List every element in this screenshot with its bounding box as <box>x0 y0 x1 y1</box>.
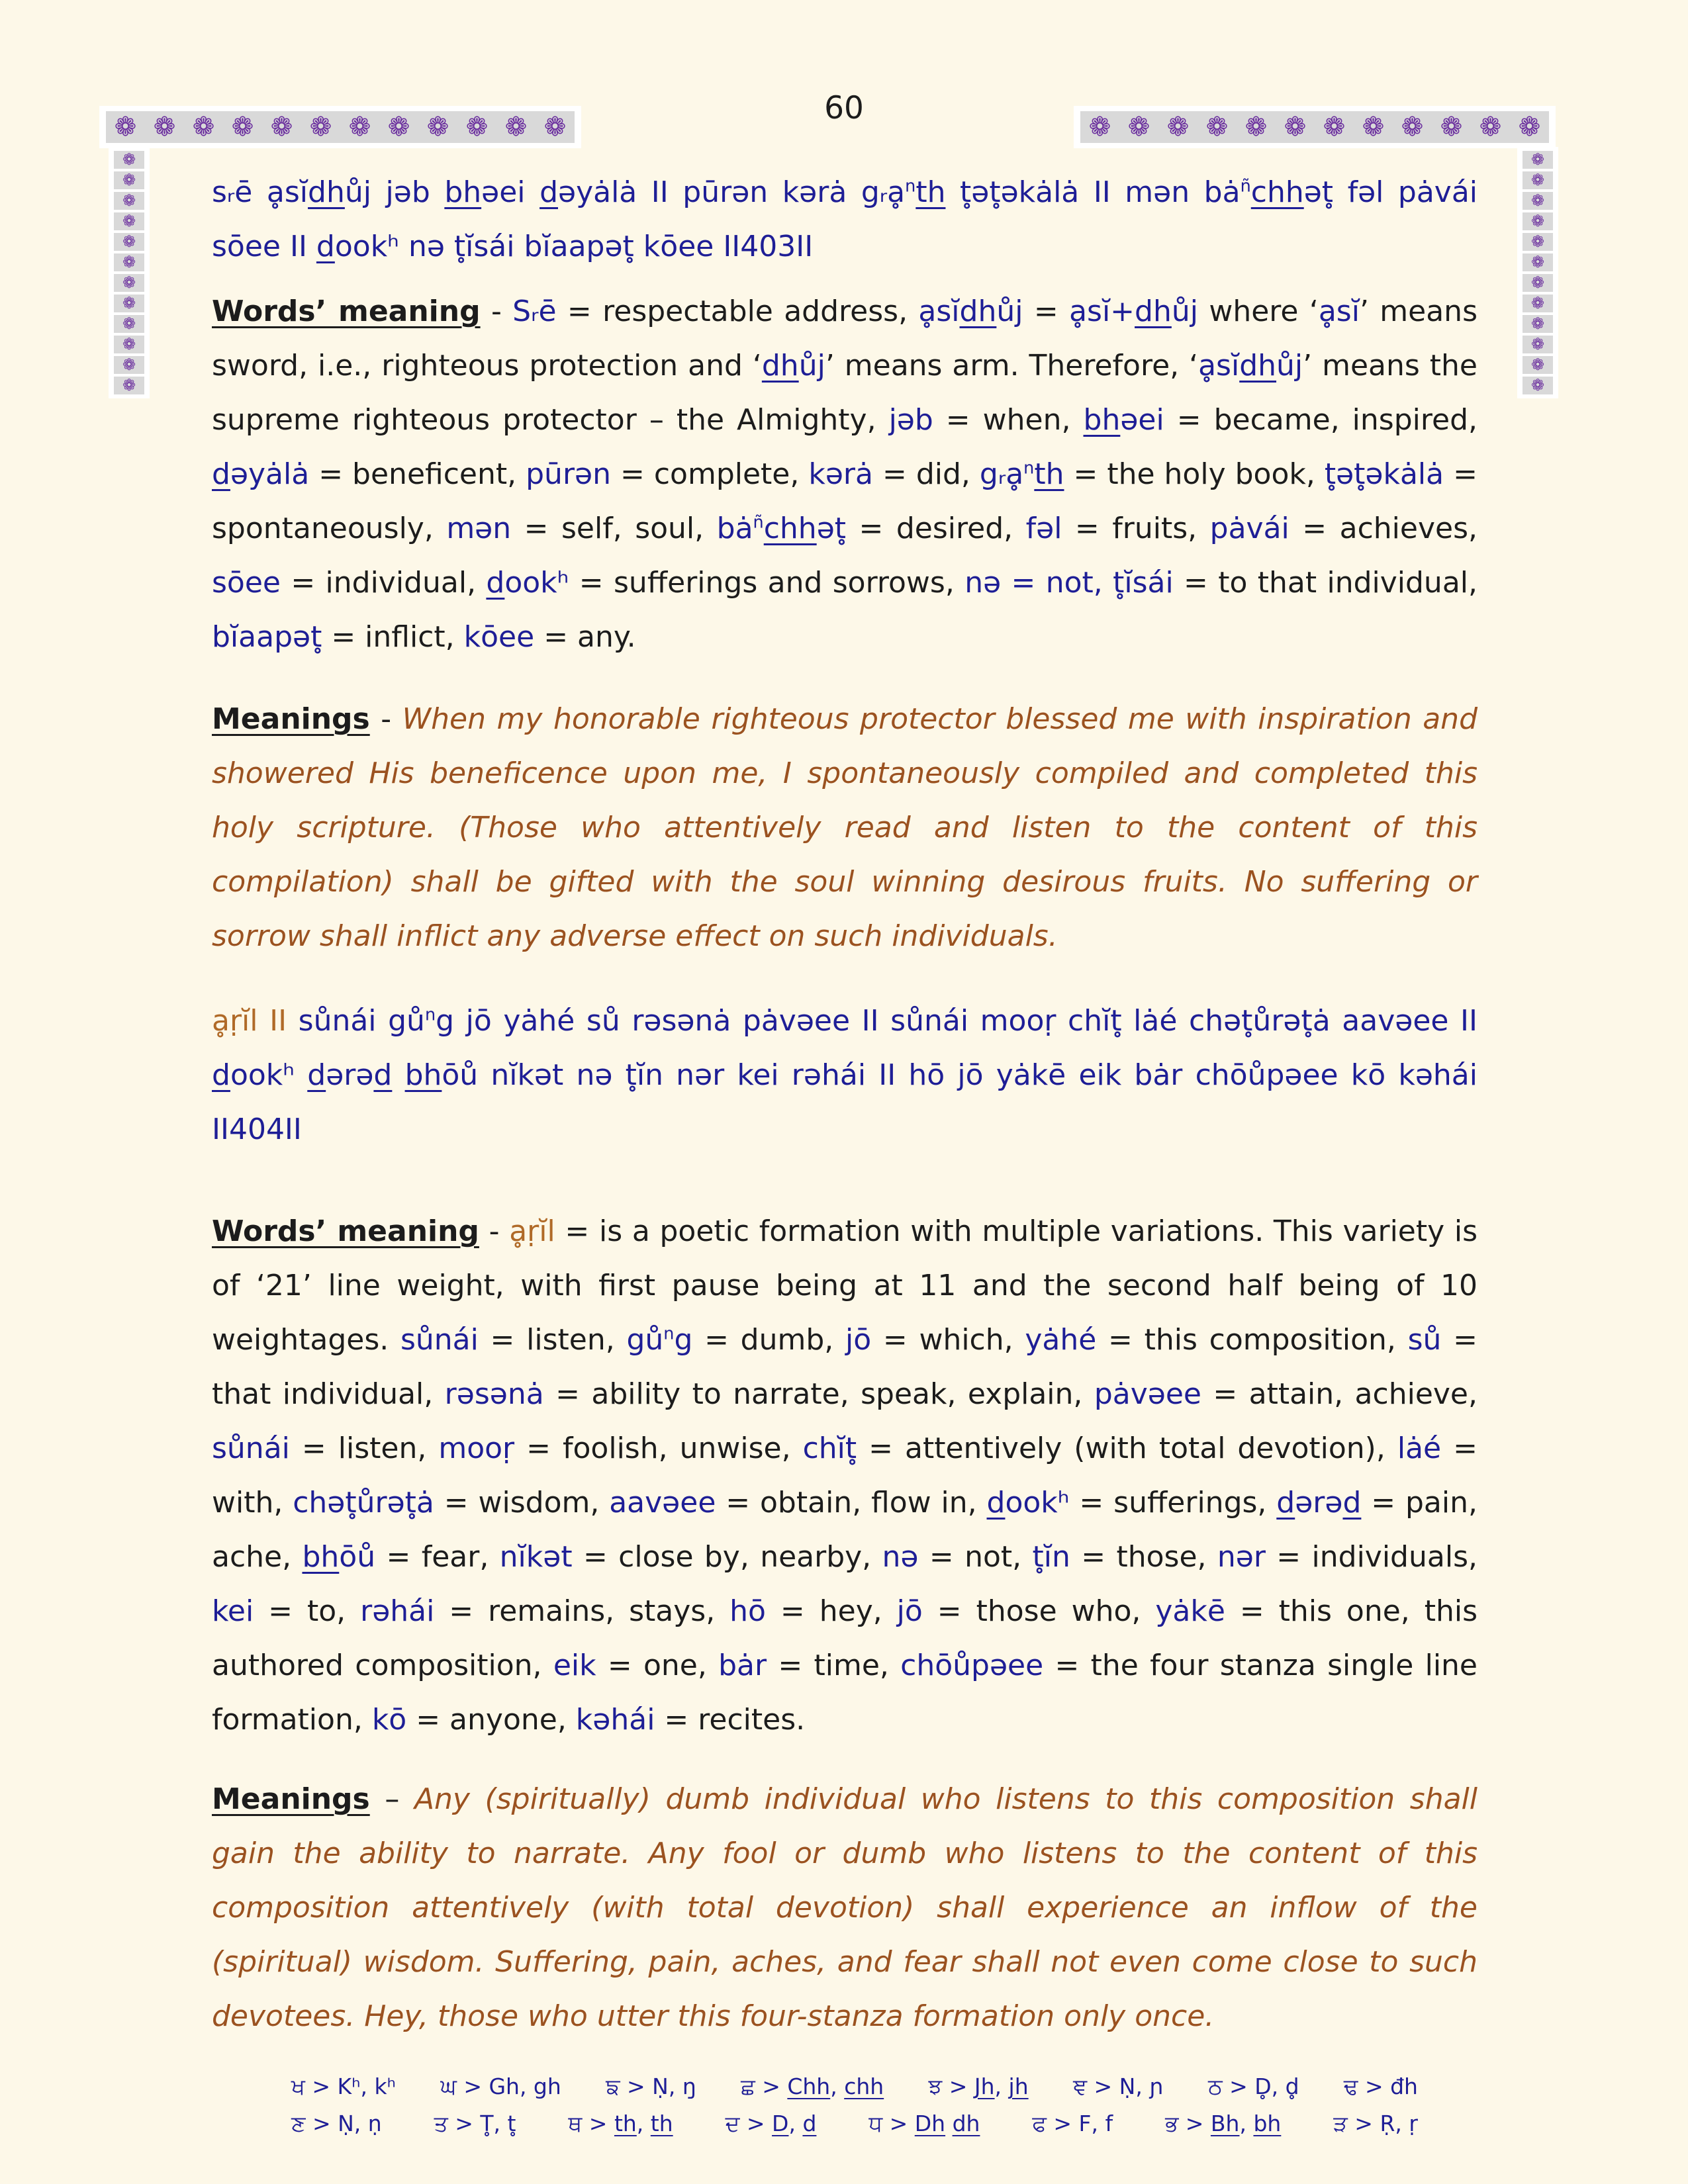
flower-icon: ❁ <box>114 274 144 292</box>
text-segment: kōee <box>463 620 535 654</box>
text-segment: = beneficent, <box>309 457 526 491</box>
text-segment: , <box>636 2111 651 2136</box>
text-segment: = hey, <box>765 1594 897 1628</box>
text-segment: = one, <box>596 1649 719 1682</box>
flower-icon: ❁ <box>114 212 144 230</box>
text-segment: eik <box>553 1649 596 1682</box>
text-segment: əyȧlȧ II pūrən kərȧ gᵣḁ <box>558 175 906 209</box>
text-segment: kō <box>371 1703 407 1737</box>
words-meaning-404 <box>212 1205 1477 1747</box>
text-segment: = recites. <box>655 1703 806 1737</box>
text-segment: ərə <box>326 1058 374 1092</box>
flower-icon: ❁ <box>114 233 144 251</box>
text-segment: ḁṛĭl II <box>212 1004 299 1038</box>
text-segment: əyȧlȧ <box>230 457 310 491</box>
text-segment: d <box>212 457 230 491</box>
text-segment: = any. <box>534 620 636 654</box>
text-segment: = attain, achieve, <box>1201 1377 1477 1411</box>
text-segment <box>392 1058 404 1092</box>
text-segment: = desired, <box>846 512 1026 545</box>
text-segment: ḁsĭ+ <box>1069 295 1135 328</box>
text-segment: Bh <box>1210 2111 1240 2136</box>
text-segment: bȧr <box>718 1649 767 1682</box>
text-segment: ůj <box>798 349 825 383</box>
text-segment: = is a poetic formation with multiple variations. This variety is of ‘21’ line weight, with first pause being at 11 and the second half being of 10 weightages. <box>212 1214 1478 1357</box>
text-segment: , <box>830 2073 845 2099</box>
text-segment: ookʰ <box>1005 1486 1070 1520</box>
text-segment: ਝ > <box>928 2073 974 2099</box>
text-segment: = respectable address, <box>556 295 919 328</box>
text-segment: t̥ĭsái <box>1113 566 1174 600</box>
text-segment: ḁsĭ <box>1318 295 1360 328</box>
flower-icon: ❁ <box>1440 112 1463 142</box>
flower-icon: ❁ <box>1523 336 1553 353</box>
text-segment: ñ <box>753 512 764 533</box>
flower-icon: ❁ <box>1518 112 1541 142</box>
verse-403 <box>212 165 1477 274</box>
guide-row <box>291 2070 1418 2103</box>
text-segment: sů <box>1407 1323 1442 1357</box>
text-segment: = fear, <box>375 1540 500 1574</box>
text-segment: kei <box>212 1594 254 1628</box>
text-segment: yȧhé <box>1025 1323 1097 1357</box>
text-segment: n <box>663 1324 675 1344</box>
verse-404 <box>212 994 1477 1157</box>
text-segment: = this one, this authored composition, <box>212 1594 1478 1682</box>
text-segment: = when, <box>933 403 1084 437</box>
flower-icon: ❁ <box>114 253 144 271</box>
text-segment: dh <box>959 295 997 328</box>
text-segment: n <box>424 1005 436 1025</box>
text-segment: rəsənȧ <box>444 1377 544 1411</box>
flower-icon: ❁ <box>1523 274 1553 292</box>
text-segment: ůj <box>1171 295 1198 328</box>
text-segment: – <box>369 1782 414 1816</box>
text-segment: Dh <box>914 2111 946 2136</box>
text-segment <box>945 2111 953 2136</box>
flower-icon: ❁ <box>1166 112 1190 142</box>
flower-icon: ❁ <box>348 112 371 142</box>
flower-border-right-column <box>1517 147 1558 398</box>
text-segment: Any (spiritually) dumb individual who listens to this composition shall gain the ability to narrate. Any fool or dumb who listens to the content of this composition attentively (with total devotion) shall experience an inflow of the (spiritual) wisdom. Suffering, pain, aches, and fear shall not even come close to such devotees. Hey, those who utter this four-stanza formation only once. <box>212 1782 1478 2033</box>
flower-icon: ❁ <box>1088 112 1111 142</box>
text-segment: d <box>1342 1486 1362 1520</box>
flower-icon: ❁ <box>114 151 144 169</box>
text-segment: ōů nĭkət nə t̥ĭn nər kei rəhái II hō jō yȧkē eik bȧr chōůpəee kō kəhái II404II <box>212 1058 1477 1146</box>
flower-icon: ❁ <box>114 112 137 142</box>
text-segment: t̥ət̥əkȧlȧ II mən bȧ <box>945 175 1241 209</box>
text-segment: d <box>486 566 505 600</box>
flower-icon: ❁ <box>114 171 144 189</box>
text-segment: = time, <box>767 1649 901 1682</box>
text-segment: ōů <box>339 1540 376 1574</box>
text-segment: t̥ĭn <box>1032 1540 1070 1574</box>
text-segment: mən <box>446 512 512 545</box>
text-segment: chh <box>844 2073 884 2099</box>
text-segment: jəb <box>888 403 933 437</box>
text-segment: pūrən <box>526 457 611 491</box>
text-segment: gᵣḁ <box>979 457 1024 491</box>
text-segment: aavəee <box>609 1486 716 1520</box>
flower-icon: ❁ <box>1523 253 1553 271</box>
flower-icon: ❁ <box>1127 112 1150 142</box>
text-segment: dh <box>952 2111 980 2136</box>
text-segment: ḁṛĭl <box>509 1214 555 1248</box>
text-segment: - <box>479 1214 510 1248</box>
guide-entry <box>1165 2107 1281 2140</box>
text-segment: bh <box>302 1540 340 1574</box>
text-segment: t̥ət̥əkȧlȧ <box>1324 457 1444 491</box>
text-segment: th <box>614 2111 637 2136</box>
flower-icon: ❁ <box>1523 356 1553 374</box>
text-segment: dh <box>1239 349 1277 383</box>
text-segment: ḁsĭ <box>1198 349 1240 383</box>
flower-icon: ❁ <box>1284 112 1307 142</box>
flower-border-left-column <box>109 147 150 398</box>
text-segment: bh <box>1083 403 1121 437</box>
text-segment: sůnái <box>212 1432 290 1465</box>
text-segment: ੜ > Ṛ, ṛ <box>1333 2111 1418 2136</box>
text-segment <box>1103 566 1113 600</box>
text-segment: ਭ > <box>1165 2111 1211 2136</box>
flower-icon: ❁ <box>192 112 215 142</box>
flower-icon: ❁ <box>270 112 293 142</box>
text-segment: rəhái <box>360 1594 435 1628</box>
text-segment: pȧvái <box>1209 512 1289 545</box>
text-segment: ਠ > D̥, d̥ <box>1207 2073 1299 2099</box>
text-segment: = sufferings, <box>1069 1486 1277 1520</box>
text-segment: Words’ meaning <box>212 295 481 328</box>
text-segment: ’ means arm. Therefore, ‘ <box>825 349 1199 383</box>
text-segment: chĭt̥ <box>802 1432 857 1465</box>
flower-icon: ❁ <box>1401 112 1424 142</box>
pronunciation-guide <box>212 2070 1477 2140</box>
text-segment: chət̥ůrət̥ȧ <box>293 1486 434 1520</box>
flower-icon: ❁ <box>1523 171 1553 189</box>
text-segment: th <box>650 2111 673 2136</box>
text-segment: = listen, <box>289 1432 439 1465</box>
text-segment: əei <box>1120 403 1164 437</box>
text-segment: = self, soul, <box>511 512 717 545</box>
text-segment: ਥ > <box>568 2111 614 2136</box>
text-segment: sōee <box>212 566 281 600</box>
flower-icon: ❁ <box>1523 151 1553 169</box>
text-segment: Sᵣē <box>512 295 557 328</box>
text-segment: , <box>1239 2111 1254 2136</box>
text-segment: = fruits, <box>1062 512 1210 545</box>
flower-icon: ❁ <box>153 112 176 142</box>
text-segment: ůj <box>1276 349 1303 383</box>
flower-icon: ❁ <box>1205 112 1229 142</box>
text-segment: jh <box>1008 2073 1029 2099</box>
text-segment: = sufferings and sorrows, <box>569 566 965 600</box>
text-segment: d <box>539 175 558 209</box>
flower-icon: ❁ <box>1523 315 1553 333</box>
guide-entry <box>1208 2070 1299 2103</box>
text-segment: nər <box>1217 1540 1266 1574</box>
text-segment: = obtain, flow in, <box>716 1486 987 1520</box>
text-segment: Meanings <box>212 702 370 736</box>
text-segment: = with, <box>212 1432 1477 1520</box>
text-segment: = the four stanza single line formation, <box>212 1649 1477 1737</box>
text-segment: = became, inspired, <box>1164 403 1477 437</box>
text-segment: ərə <box>1295 1486 1343 1520</box>
guide-entry <box>929 2070 1029 2103</box>
text-segment: = not, <box>918 1540 1033 1574</box>
text-segment: dh <box>308 175 345 209</box>
text-segment: d <box>802 2111 817 2136</box>
text-segment: dh <box>1135 295 1172 328</box>
text-segment: ਙ > Ṇ, ŋ <box>606 2073 696 2099</box>
flower-icon: ❁ <box>504 112 528 142</box>
words-meaning-403 <box>212 285 1477 664</box>
text-segment: = that individual, <box>212 1323 1477 1411</box>
text-segment: = attentively (with total devotion), <box>857 1432 1397 1465</box>
text-segment: ůj <box>996 295 1023 328</box>
text-segment: = to, <box>254 1594 361 1628</box>
guide-entry <box>868 2107 980 2140</box>
meanings-403 <box>212 692 1477 964</box>
guide-entry <box>440 2070 561 2103</box>
page-content <box>212 0 1477 2140</box>
text-segment: = listen, <box>478 1323 627 1357</box>
text-segment: = individuals, <box>1265 1540 1477 1574</box>
text-segment: d <box>316 230 335 263</box>
text-segment: ਣ > Ṇ, ṇ <box>291 2111 382 2136</box>
text-segment: bĭaapət̥ <box>212 620 322 654</box>
text-segment: = <box>1023 295 1070 328</box>
text-segment: ਞ > Ṇ, ɲ <box>1072 2073 1164 2099</box>
text-segment: ət̥ fəl pȧvái sōee II <box>212 175 1478 263</box>
text-segment: ਦ > <box>725 2111 773 2136</box>
text-segment: chh <box>763 512 817 545</box>
guide-entry <box>434 2107 516 2140</box>
text-segment: = foolish, unwise, <box>514 1432 803 1465</box>
text-segment: ਘ > Gh, gh <box>440 2073 561 2099</box>
text-segment: ਖ > Kʰ, kʰ <box>291 2073 396 2099</box>
text-segment: jō <box>896 1594 923 1628</box>
flower-icon: ❁ <box>1323 112 1346 142</box>
text-segment: mooṛ <box>438 1432 515 1465</box>
text-segment: = complete, <box>611 457 809 491</box>
text-segment: , <box>994 2073 1009 2099</box>
text-segment: Chh <box>787 2073 831 2099</box>
text-segment: n <box>1023 458 1035 478</box>
guide-entry <box>1344 2070 1418 2103</box>
text-segment: = anyone, <box>406 1703 576 1737</box>
guide-row <box>291 2107 1418 2140</box>
text-segment: ’ means sword, i.e., righteous protection and ‘ <box>212 295 1477 383</box>
text-segment: sůnái <box>400 1323 479 1357</box>
flower-icon: ❁ <box>114 315 144 333</box>
text-segment: D <box>772 2111 789 2136</box>
text-segment: = pain, ache, <box>212 1486 1477 1574</box>
text-segment: ਢ > đh <box>1343 2073 1418 2099</box>
text-segment: ḁsĭ <box>918 295 960 328</box>
text-segment: chōůpəee <box>900 1649 1044 1682</box>
text-segment: sůnái gů <box>298 1004 425 1038</box>
text-segment: - <box>480 295 513 328</box>
text-segment: sᵣē ḁsĭ <box>212 175 308 209</box>
guide-entry <box>1333 2107 1418 2140</box>
flower-icon: ❁ <box>465 112 489 142</box>
guide-entry <box>291 2107 382 2140</box>
text-segment: = close by, nearby, <box>572 1540 882 1574</box>
text-segment: lȧé <box>1397 1432 1442 1465</box>
flower-icon: ❁ <box>114 295 144 312</box>
text-segment: ਛ > <box>741 2073 788 2099</box>
text-segment: pȧvəee <box>1094 1377 1201 1411</box>
flower-icon: ❁ <box>1523 233 1553 251</box>
text-segment: kəhái <box>575 1703 655 1737</box>
text-segment: ookʰ <box>230 1058 308 1092</box>
text-segment: əei <box>481 175 540 209</box>
flower-icon: ❁ <box>543 112 567 142</box>
text-segment: kərȧ <box>808 457 873 491</box>
flower-icon: ❁ <box>114 356 144 374</box>
text-segment: ookʰ nə t̥ĭsái bĭaapət̥ kōee II403II <box>334 230 814 263</box>
text-segment: bȧ <box>716 512 753 545</box>
text-segment: d <box>307 1058 326 1092</box>
text-segment: = those, <box>1070 1540 1217 1574</box>
text-segment: dh <box>761 349 799 383</box>
text-segment: g <box>674 1323 693 1357</box>
guide-entry <box>1073 2070 1164 2103</box>
text-segment: ਫ > F, f <box>1032 2111 1113 2136</box>
text-segment: bh <box>1253 2111 1282 2136</box>
text-segment: = spontaneously, <box>212 457 1477 545</box>
flower-icon: ❁ <box>1523 295 1553 312</box>
guide-entry <box>741 2070 884 2103</box>
text-segment: th <box>915 175 946 209</box>
text-segment: ਤ > T̥, t̥ <box>434 2111 516 2136</box>
text-segment: = remains, stays, <box>434 1594 730 1628</box>
page-number: 60 <box>824 90 864 126</box>
text-segment: d <box>986 1486 1006 1520</box>
flower-icon: ❁ <box>114 336 144 353</box>
text-segment: = achieves, <box>1289 512 1477 545</box>
guide-entry <box>606 2070 696 2103</box>
text-segment: nə = not, <box>964 566 1103 600</box>
text-segment: = wisdom, <box>434 1486 610 1520</box>
text-segment: - <box>369 702 402 736</box>
text-segment: d <box>1276 1486 1295 1520</box>
text-segment: th <box>1034 457 1064 491</box>
text-segment: n <box>905 176 916 197</box>
flower-icon: ❁ <box>426 112 449 142</box>
text-segment: When my honorable righteous protector blessed me with inspiration and showered His beneficence upon me, I spontaneously compiled and completed this holy scripture. (Those who attentively read and listen to the content of this compilation) shall be gifted with the soul winning desirous fruits. No suffering or sorrow shall inflict any adverse effect on such individuals. <box>212 702 1477 953</box>
flower-icon: ❁ <box>1523 377 1553 394</box>
text-segment: = did, <box>872 457 980 491</box>
text-segment: gů <box>626 1323 664 1357</box>
text-segment: d <box>212 1058 230 1092</box>
guide-entry <box>1032 2107 1113 2140</box>
flower-icon: ❁ <box>387 112 410 142</box>
text-segment: Jh <box>974 2073 995 2099</box>
text-segment: nə <box>882 1540 919 1574</box>
text-segment: = which, <box>871 1323 1025 1357</box>
text-segment: fəl <box>1025 512 1062 545</box>
text-segment: jō <box>845 1323 872 1357</box>
flower-icon: ❁ <box>309 112 332 142</box>
flower-icon: ❁ <box>114 192 144 210</box>
text-segment: ਧ > <box>868 2111 915 2136</box>
flower-icon: ❁ <box>1523 192 1553 210</box>
text-segment: d <box>373 1058 393 1092</box>
guide-entry <box>726 2107 817 2140</box>
flower-icon: ❁ <box>1479 112 1502 142</box>
text-segment: Meanings <box>212 1782 370 1816</box>
text-segment: = the holy book, <box>1064 457 1325 491</box>
text-segment: ůj jəb <box>344 175 445 209</box>
flower-icon: ❁ <box>231 112 254 142</box>
flower-icon: ❁ <box>1244 112 1268 142</box>
text-segment: Words’ meaning <box>212 1214 479 1248</box>
text-segment: yȧkē <box>1155 1594 1225 1628</box>
text-segment: g jō yȧhé sů rəsənȧ pȧvəee II sůnái mooṛ chĭt̥ lȧé chət̥ůrət̥ȧ aavəee II <box>436 1004 1477 1038</box>
text-segment: hō <box>729 1594 766 1628</box>
text-segment: ookʰ <box>504 566 569 600</box>
text-segment: chh <box>1250 175 1304 209</box>
guide-entry <box>291 2070 396 2103</box>
text-segment: ’ means the supreme righteous protector – the Almighty, <box>212 349 1477 437</box>
text-segment: = to that individual, <box>1173 566 1477 600</box>
guide-entry <box>568 2107 673 2140</box>
text-segment: ñ <box>1240 176 1251 197</box>
text-segment: , <box>788 2111 803 2136</box>
meanings-404 <box>212 1772 1477 2044</box>
flower-icon: ❁ <box>114 377 144 394</box>
text-segment: where ‘ <box>1198 295 1319 328</box>
text-segment: = this composition, <box>1096 1323 1408 1357</box>
text-segment: = ability to narrate, speak, explain, <box>543 1377 1094 1411</box>
text-segment: bh <box>444 175 482 209</box>
flower-icon: ❁ <box>1362 112 1385 142</box>
text-segment: = those who, <box>922 1594 1156 1628</box>
text-segment: = individual, <box>280 566 487 600</box>
text-segment: nĭkət <box>499 1540 573 1574</box>
text-segment: bh <box>404 1058 442 1092</box>
text-segment: = dumb, <box>692 1323 845 1357</box>
text-segment: = inflict, <box>322 620 464 654</box>
flower-icon: ❁ <box>1523 212 1553 230</box>
text-segment: ət̥ <box>816 512 847 545</box>
